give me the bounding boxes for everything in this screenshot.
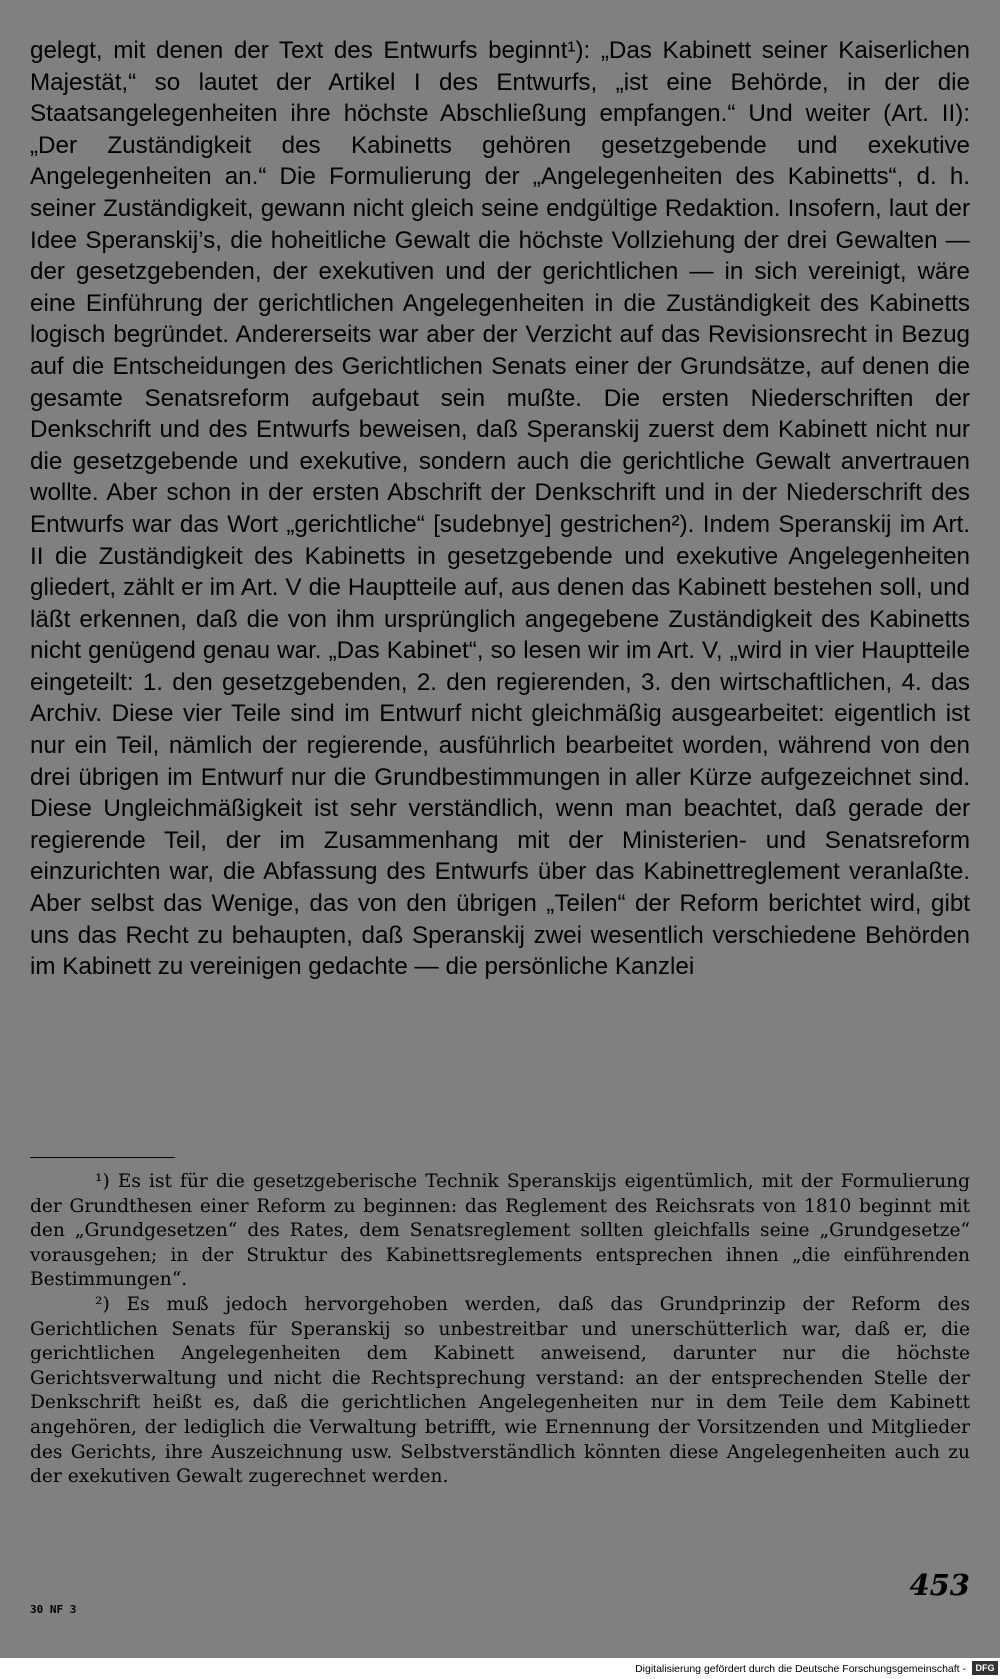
footnote-separator [30, 1157, 175, 1158]
page-number: 453 [909, 1568, 970, 1602]
funding-note: Digitalisierung gefördert durch die Deutsche Forschungsgemeinschaft - [635, 1663, 966, 1675]
footnote-1-text: Es ist für die gesetzgeberische Technik Speranskijs eigentümlich, mit der Formulierung der Grundthesen einer Reform zu beginnen: das Reglement des Reichsrats von 1810 beginnt mit den „Grundgesetzen“ des Rates, dem Senatsreglement sollten gleichfalls seine „Grundgesetze“ vorausgehen; in der Struktur des Kabinettsreglements entsprechen ihnen „die einführenden Bestimmungen“. [30, 1171, 970, 1291]
footnote-1-marker: ¹) [95, 1171, 110, 1192]
footnotes [30, 1170, 970, 1490]
footnote-1 [30, 1170, 970, 1293]
dfg-logo-icon: DFG [972, 1661, 998, 1675]
footnote-2 [30, 1293, 970, 1490]
body-paragraph: gelegt, mit denen der Text des Entwurfs beginnt¹): „Das Kabinett seiner Kaiserlichen Majestät,“ so lautet der Artikel I des Entwurfs, „ist eine Behörde, in der die Staatsangelegenheiten ihre höchste Abschließung empfangen.“ Und weiter (Art. II): „Der Zuständigkeit des Kabinetts gehören gesetzgebende und exekutive Angelegenheiten an.“ Die Formulierung der „Angelegenheiten des Kabinetts“, d. h. seiner Zuständigkeit, gewann nicht gleich seine endgültige Redaktion. Insofern, laut der Idee Speranskij’s, die hoheitliche Gewalt die höchste Vollziehung der drei Gewalten — der gesetzgebenden, der exekutiven und der gerichtlichen — in sich vereinigt, wäre eine Einführung der gerichtlichen Angelegenheiten in die Zuständigkeit des Kabinetts logisch begründet. Andererseits war aber der Verzicht auf das Revisionsrecht in Bezug auf die Entscheidungen des Gerichtlichen Senats einer der Grundsätze, auf denen die gesamte Senatsreform aufgebaut sein mußte. Die ersten Niederschriften der Denkschrift und des Entwurfs beweisen, daß Speranskij zuerst dem Kabinett nicht nur die gesetzgebende und exekutive, sondern auch die gerichtliche Gewalt anvertrauen wollte. Aber schon in der ersten Abschrift der Denkschrift und in der Niederschrift des Entwurfs war das Wort „gerichtliche“ [sudebnye] gestrichen²). Indem Speranskij im Art. II die Zuständigkeit des Kabinetts in gesetzgebende und exekutive Angelegenheiten gliedert, zählt er im Art. V die Hauptteile auf, aus denen das Kabinett bestehen soll, und läßt erkennen, daß die von ihm ursprünglich angegebene Zuständigkeit des Kabinetts nicht genügend genau war. „Das Kabinet“, so lesen wir im Art. V, „wird in vier Hauptteile eingeteilt: 1. den gesetzgebenden, 2. den regierenden, 3. den wirtschaftlichen, 4. das Archiv. Diese vier Teile sind im Entwurf nicht gleichmäßig ausgearbeitet: eigentlich ist nur ein Teil, nämlich der regierende, ausführlich bearbeitet worden, während von den drei übrigen im Entwurf nur die Grundbestimmungen in aller Kürze aufgezeichnet sind. Diese Ungleichmäßigkeit ist sehr verständlich, wenn man beachtet, daß gerade der regierende Teil, der im Zusammenhang mit der Ministerien- und Senatsreform einzurichten war, die Abfassung des Entwurfs über das Kabinettreglement veranlaßte. Aber selbst das Wenige, das von den übrigen „Teilen“ der Reform berichtet wird, gibt uns das Recht zu behaupten, daß Speranskij zwei wesentlich verschiedene Behörden im Kabinett zu vereinigen gedachte — die persönliche Kanzlei [30, 37, 970, 981]
footnote-2-marker: ²) [95, 1293, 110, 1315]
footnote-2-text: Es muß jedoch hervorgehoben werden, daß das Grundprinzip der Reform des Gerichtlichen Senats für Speranskij so unbestreitbar und unerschütterlich war, daß er, die gerichtlichen Angelegenheiten dem Kabinett anweisend, darunter nur die höchste Gerichtsverwaltung und nicht die Rechtsprechung verstand: an der entsprechenden Stelle der Denkschrift heißt es, daß die gerichtlichen Angelegenheiten nur in dem Teile dem Kabinett angehören, der lediglich die Verwaltung betrifft, wie Ernennung der Vorsitzenden und Mitglieder des Gerichts, ihre Auszeichnung usw. Selbstverständlich könnten diese Angelegenheiten auch zu der exekutiven Gewalt zugerechnet werden. [30, 1293, 970, 1488]
printer-signature: 30 NF 3 [30, 1603, 77, 1616]
